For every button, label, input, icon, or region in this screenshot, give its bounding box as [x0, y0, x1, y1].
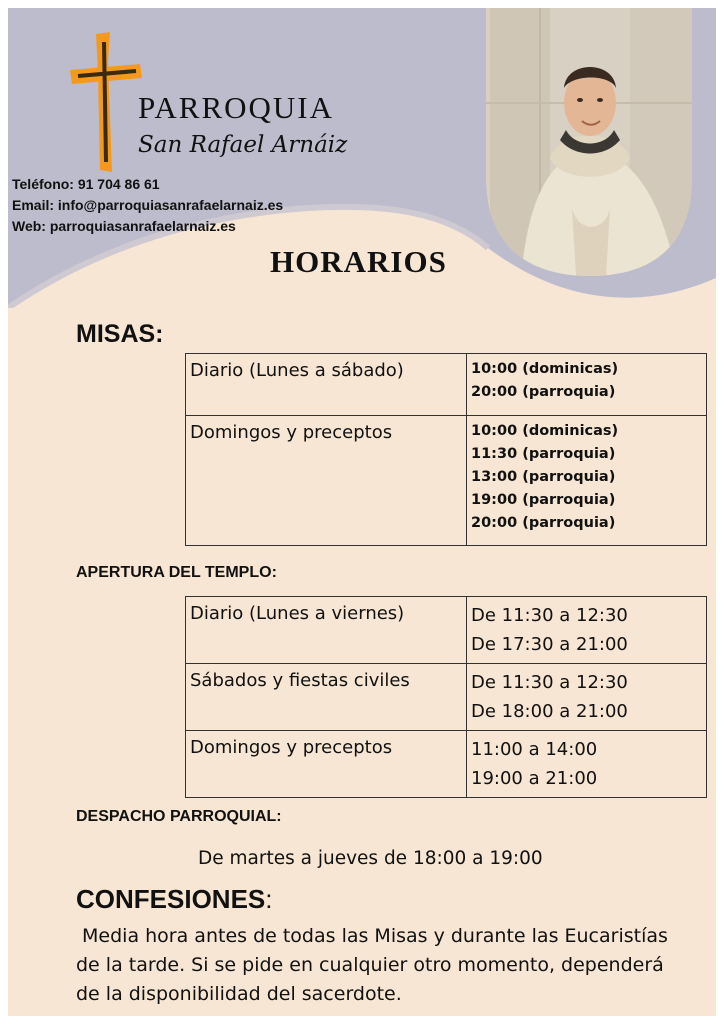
misas-time: 10:00 (dominicas) [471, 361, 619, 377]
confesiones-line: de la tarde. Si se pide en cualquier otro momento, dependerá [76, 954, 664, 976]
apertura-time: 19:00 a 21:00 [471, 768, 598, 789]
table-row [186, 664, 707, 731]
phone-text: Teléfono: 91 704 86 61 [12, 176, 160, 192]
page-title: HORARIOS [270, 244, 447, 279]
table-row [186, 416, 707, 546]
apertura-time: De 11:30 a 12:30 [471, 605, 628, 626]
confesiones-line: Media hora antes de todas las Misas y durante las Eucaristías [76, 925, 668, 947]
confesiones-colon: : [265, 884, 273, 914]
confesiones-text [76, 922, 696, 1009]
misas-time: 10:00 (dominicas) [471, 423, 619, 439]
apertura-day: Sábados y fiestas civiles [186, 664, 467, 731]
apertura-day: Domingos y preceptos [186, 731, 467, 798]
table-row [186, 354, 707, 416]
apertura-table [185, 596, 707, 798]
apertura-time: 11:00 a 14:00 [471, 739, 598, 760]
table-row [186, 731, 707, 798]
saint-portrait-image [480, 8, 716, 293]
apertura-times [467, 597, 707, 664]
apertura-time: De 17:30 a 21:00 [471, 634, 628, 655]
misas-time: 11:30 (parroquia) [471, 446, 616, 462]
apertura-times [467, 731, 707, 798]
misas-day: Domingos y preceptos [186, 416, 467, 546]
confesiones-line: de la disponibilidad del sacerdote. [76, 983, 402, 1005]
email-text: Email: info@parroquiasanrafaelarnaiz.es [12, 197, 284, 213]
table-row [186, 597, 707, 664]
misas-time: 20:00 (parroquia) [471, 384, 616, 400]
apertura-time: De 18:00 a 21:00 [471, 701, 628, 722]
misas-heading: MISAS: [76, 320, 164, 348]
apertura-day: Diario (Lunes a viernes) [186, 597, 467, 664]
poster-page [8, 8, 716, 1016]
despacho-text: De martes a jueves de 18:00 a 19:00 [198, 848, 543, 869]
parish-subtitle: San Rafael Arnáiz [138, 132, 348, 158]
apertura-heading: APERTURA DEL TEMPLO: [76, 564, 277, 581]
apertura-time: De 11:30 a 12:30 [471, 672, 628, 693]
apertura-times [467, 664, 707, 731]
parish-name: PARROQUIA [138, 90, 335, 125]
misas-time: 19:00 (parroquia) [471, 492, 616, 508]
despacho-heading: DESPACHO PARROQUIAL: [76, 808, 282, 825]
misas-day: Diario (Lunes a sábado) [186, 354, 467, 416]
confesiones-heading [76, 884, 272, 915]
confesiones-heading-text: CONFESIONES [76, 884, 266, 914]
misas-times [467, 416, 707, 546]
misas-time: 20:00 (parroquia) [471, 515, 616, 531]
misas-time: 13:00 (parroquia) [471, 469, 616, 485]
misas-times [467, 354, 707, 416]
misas-table [185, 353, 707, 546]
web-text: Web: parroquiasanrafaelarnaiz.es [12, 218, 236, 234]
